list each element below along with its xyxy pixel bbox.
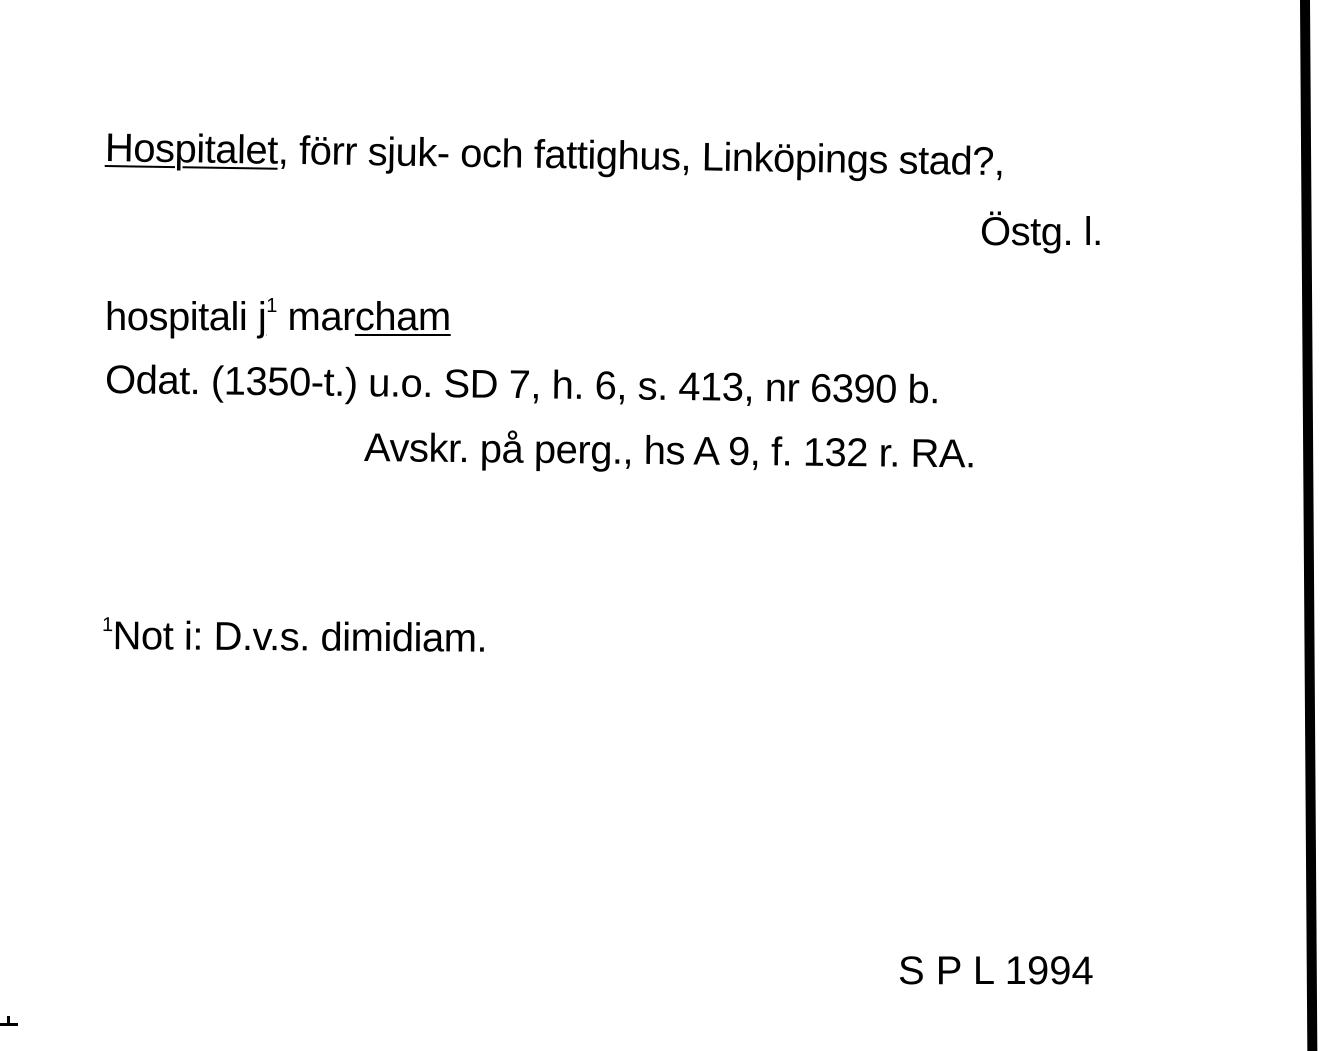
headword: Hospitalet xyxy=(104,126,279,173)
form-underlined: cham xyxy=(354,295,451,339)
footnote-text: Not i: D.v.s. dimidiam. xyxy=(112,614,488,661)
form-middle: mar xyxy=(276,295,355,339)
archive-line xyxy=(363,426,976,477)
card-edge-rule xyxy=(1300,0,1317,1051)
form-j: j xyxy=(257,295,267,339)
signature-line xyxy=(898,951,1094,991)
signature: S P L 1994 xyxy=(898,949,1094,993)
archive-text: Avskr. på perg., hs A 9, f. 132 r. RA. xyxy=(363,426,976,477)
form-prefix: hospitali xyxy=(105,295,258,339)
heading-line xyxy=(104,126,1005,185)
attested-form-line xyxy=(105,296,451,337)
footnote-number: 1 xyxy=(101,614,113,637)
source-line xyxy=(104,358,941,413)
region-label: Östg. l. xyxy=(980,210,1103,254)
heading-description: , förr sjuk- och fattighus, Linköpings stad?, xyxy=(277,128,1005,185)
source-text: Odat. (1350-t.) u.o. SD 7, h. 6, s. 413, nr 6390 b. xyxy=(104,358,941,413)
region-line xyxy=(980,212,1103,252)
corner-tick-mark xyxy=(0,1016,18,1026)
footnote-reference: 1 xyxy=(266,295,277,317)
footnote-line xyxy=(102,615,487,659)
